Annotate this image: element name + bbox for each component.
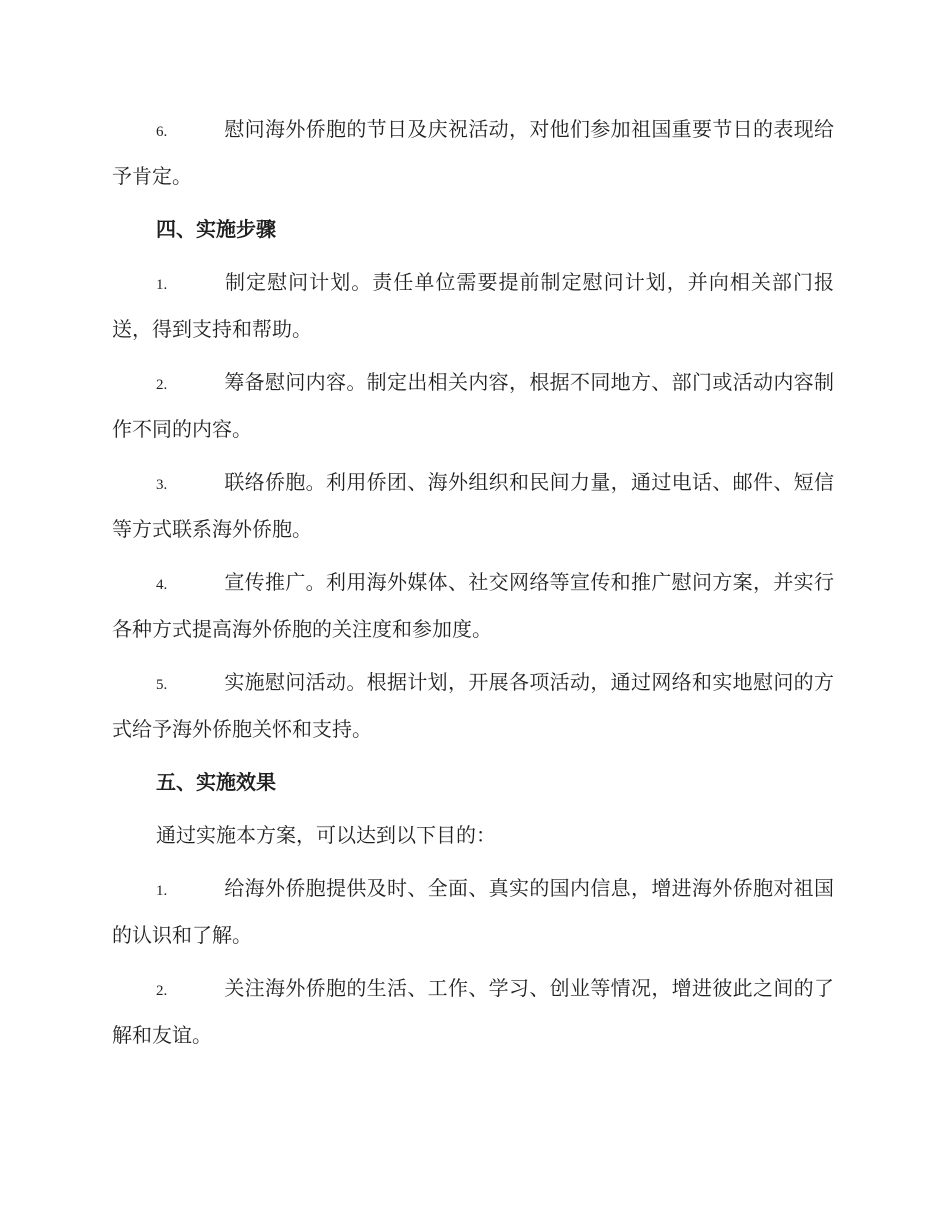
list-item (112, 360, 834, 451)
list-item (112, 560, 834, 651)
list-item-number: 3. (156, 477, 168, 493)
list-item-text: 关注海外侨胞的生活、工作、学习、创业等情况，增进彼此之间的了解和友谊。 (112, 976, 834, 1047)
list-item (112, 460, 834, 551)
document-page (112, 107, 834, 1066)
section-heading-effects: 五、实施效果 (156, 770, 276, 794)
list-item-text: 实施慰问活动。根据计划，开展各项活动，通过网络和实地慰问的方式给予海外侨胞关怀和支持。 (112, 670, 834, 741)
list-item-text: 筹备慰问内容。制定出相关内容，根据不同地方、部门或活动内容制作不同的内容。 (112, 370, 834, 441)
list-item-text: 给海外侨胞提供及时、全面、真实的国内信息，增进海外侨胞对祖国的认识和了解。 (112, 876, 834, 947)
list-item-number: 1. (156, 883, 168, 899)
list-item (112, 966, 834, 1057)
list-item-number: 4. (156, 577, 168, 593)
section-heading-steps: 四、实施步骤 (156, 217, 276, 241)
list-item (112, 660, 834, 751)
list-item-text: 联络侨胞。利用侨团、海外组织和民间力量，通过电话、邮件、短信等方式联系海外侨胞。 (112, 470, 834, 541)
list-item-text: 慰问海外侨胞的节日及庆祝活动，对他们参加祖国重要节日的表现给予肯定。 (112, 117, 834, 188)
list-item-number: 5. (156, 677, 168, 693)
list-item-text: 宣传推广。利用海外媒体、社交网络等宣传和推广慰问方案，并实行各种方式提高海外侨胞的关注度和参加度。 (112, 570, 834, 641)
list-item (112, 260, 834, 351)
list-item-number: 1. (156, 277, 168, 293)
list-item-number: 6. (156, 124, 168, 140)
list-item-number: 2. (156, 377, 168, 393)
section-intro: 通过实施本方案，可以达到以下目的： (156, 823, 496, 847)
list-item-number: 2. (156, 983, 168, 999)
list-item (112, 866, 834, 957)
list-item (112, 107, 834, 198)
list-item-text: 制定慰问计划。责任单位需要提前制定慰问计划，并向相关部门报送，得到支持和帮助。 (112, 270, 834, 341)
